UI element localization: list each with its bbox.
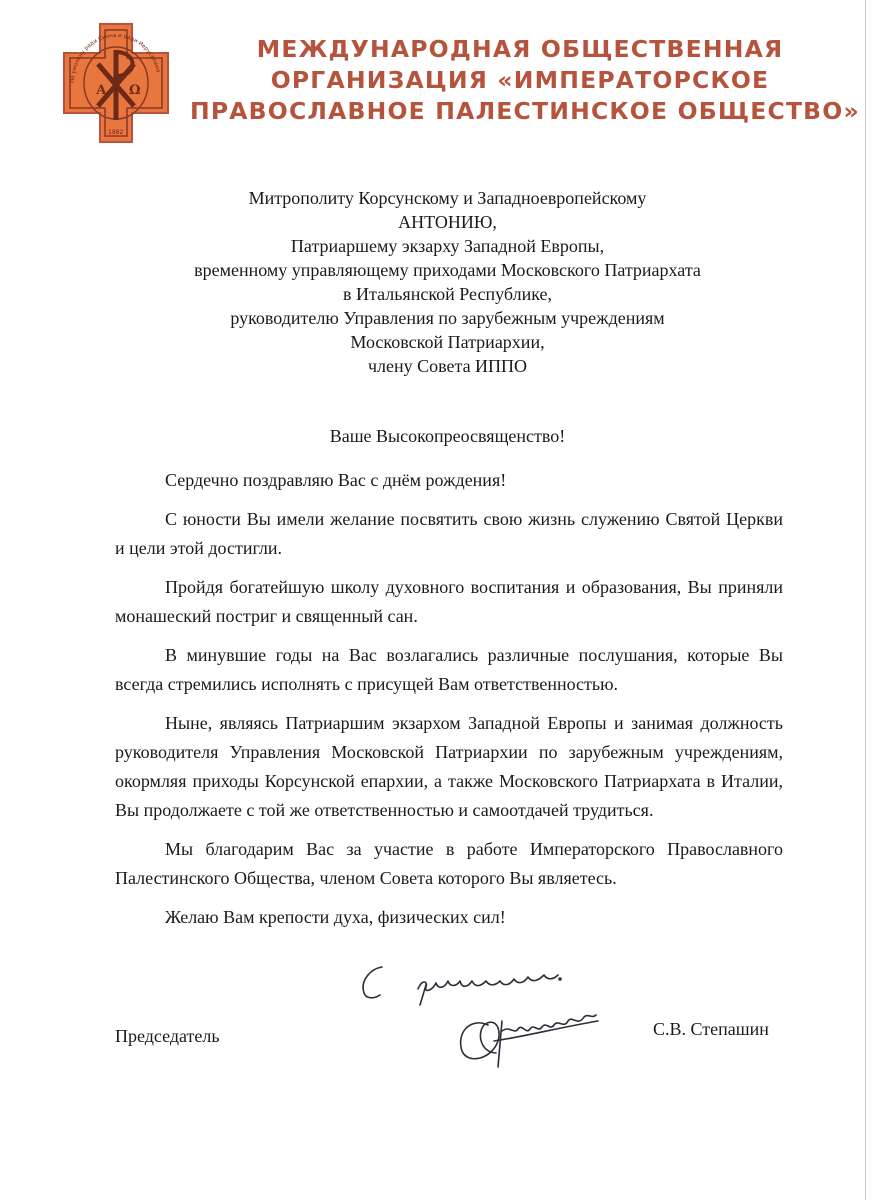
letter-paragraph: Ныне, являясь Патриаршим экзархом Западной Европы и занимая должность руководителя Управления Московской Патриархии по зарубежным учреждениям, окормляя приходы Корсунской епархии, а также Московского Патриархата в Италии, Вы продолжаете с той же ответственностью и самоотдачей трудиться. [115,713,783,820]
logo-alpha: А [96,83,107,98]
signer-name: С.В. Степашин [653,1019,769,1039]
organization-logo-icon [60,20,172,146]
address-line: Московской Патриархии, [350,332,545,352]
handwritten-signature [352,955,614,1075]
organization-title-line: ПРАВОСЛАВНОЕ ПАЛЕСТИНСКОЕ ОБЩЕСТВО» [190,97,860,125]
letter-paragraph: Пройдя богатейшую школу духовного воспитания и образования, Вы приняли монашеский постриг и священный сан. [115,577,783,626]
signer-position: Председатель [115,1026,220,1046]
address-line: АНТОНИЮ, [398,212,497,232]
letter-paragraph: В минувшие годы на Вас возлагались различные послушания, которые Вы всегда стремились исполнять с присущей Вам ответственностью. [115,645,783,694]
address-line: в Итальянской Республике, [343,284,552,304]
address-line: Патриаршему экзарху Западной Европы, [290,236,605,256]
address-line: временному управляющему приходами Московского Патриархата [194,260,701,280]
recipient-address-block [120,186,775,378]
logo-year: 1882 [108,129,124,136]
address-line: члену Совета ИППО [367,356,528,376]
organization-title [190,34,860,127]
salutation: Ваше Высокопреосвященство! [329,426,566,446]
letter-body [115,466,783,942]
page-edge-line [865,0,866,1200]
letter-paragraph: С юности Вы имели желание посвятить свою жизнь служению Святой Церкви и цели этой достигли. [115,509,783,558]
letter-paragraph: Желаю Вам крепости духа, физических сил! [165,907,506,927]
logo-seal-text-path: Не умолкну ради Сиона и ради Иерусалима [69,32,161,84]
organization-title-line: ОРГАНИЗАЦИЯ «ИМПЕРАТОРСКОЕ [270,66,770,94]
address-line: Митрополиту Корсунскому и Западноевропейскому [248,188,647,208]
letter-paragraph: Сердечно поздравляю Вас с днём рождения! [165,470,507,490]
address-line: руководителю Управления по зарубежным учреждениям [230,308,665,328]
organization-title-line: МЕЖДУНАРОДНАЯ ОБЩЕСТВЕННАЯ [256,35,784,63]
letter-paragraph: Мы благодарим Вас за участие в работе Императорского Православного Палестинского Общества, членом Совета которого Вы являетесь. [115,839,783,888]
logo-omega: Ω [129,83,141,98]
